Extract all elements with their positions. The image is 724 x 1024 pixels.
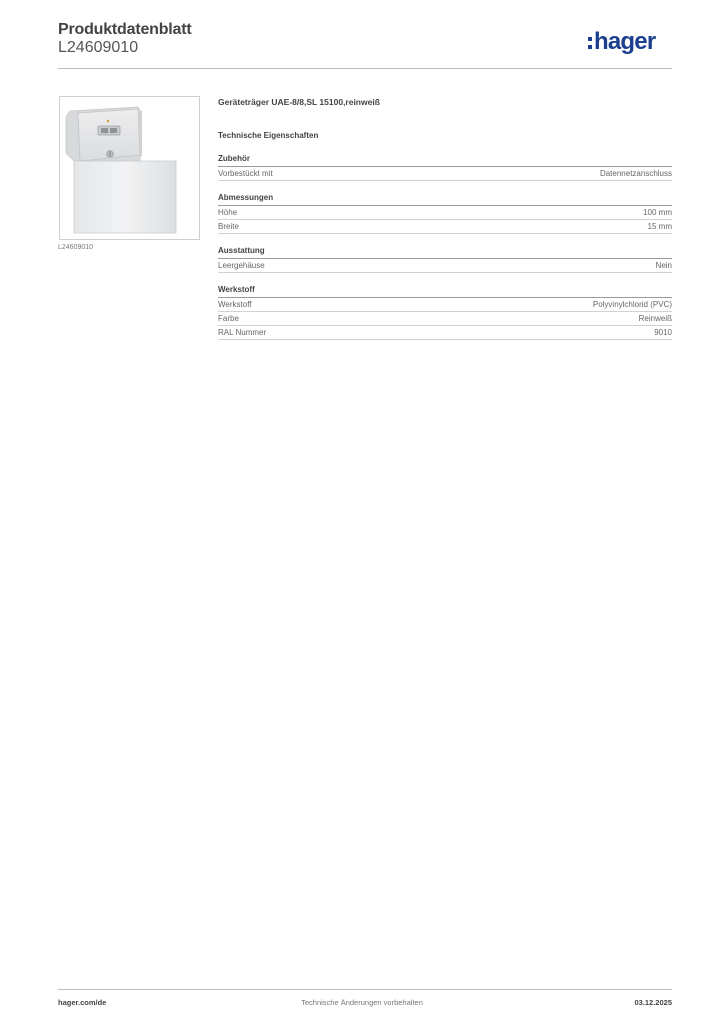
spec-row — [218, 220, 672, 234]
spec-value: Polyvinylchlorid (PVC) — [592, 300, 672, 309]
device-carrier-icon — [60, 97, 199, 239]
spec-value: Datennetzanschluss — [599, 169, 672, 178]
spec-row — [218, 259, 672, 273]
section-heading: Zubehör — [218, 154, 672, 167]
spec-row — [218, 326, 672, 340]
spec-content — [218, 97, 672, 340]
logo-colon-icon — [588, 37, 592, 49]
footer-divider — [58, 989, 672, 990]
hager-logo — [588, 27, 655, 57]
spec-value: 9010 — [654, 328, 672, 337]
product-image — [59, 96, 200, 240]
spec-section-dimensions — [218, 193, 672, 234]
spec-label: Leergehäuse — [218, 261, 265, 270]
spec-value: 100 mm — [643, 208, 672, 217]
spec-row — [218, 312, 672, 326]
spec-value: Reinweiß — [638, 314, 672, 323]
logo-text: hager — [594, 28, 656, 55]
spec-label: RAL Nummer — [218, 328, 267, 337]
spec-row — [218, 167, 672, 181]
product-code: L24609010 — [58, 39, 139, 56]
spec-value: 15 mm — [647, 222, 672, 231]
spec-value: Nein — [655, 261, 672, 270]
spec-row — [218, 298, 672, 312]
specs-title: Technische Eigenschaften — [218, 131, 319, 140]
section-heading: Ausstattung — [218, 246, 672, 259]
spec-label: Breite — [218, 222, 239, 231]
spec-label: Vorbestückt mit — [218, 169, 273, 178]
spec-row — [218, 206, 672, 220]
page-title: Produktdatenblatt — [58, 21, 192, 38]
section-heading: Werkstoff — [218, 285, 672, 298]
footer-website-link[interactable]: hager.com/de — [58, 998, 107, 1007]
spec-section-accessories — [218, 154, 672, 181]
spec-label: Höhe — [218, 208, 238, 217]
header-divider — [58, 68, 672, 69]
footer-notice: Technische Änderungen vorbehalten — [301, 998, 423, 1007]
spec-section-equipment — [218, 246, 672, 273]
section-heading: Abmessungen — [218, 193, 672, 206]
image-caption: L24609010 — [58, 244, 94, 251]
spec-label: Farbe — [218, 314, 239, 323]
product-name: Geräteträger UAE-8/8,SL 15100,reinweiß — [218, 97, 380, 107]
spec-label: Werkstoff — [218, 300, 252, 309]
footer-date: 03.12.2025 — [634, 998, 672, 1007]
spec-section-material — [218, 285, 672, 340]
